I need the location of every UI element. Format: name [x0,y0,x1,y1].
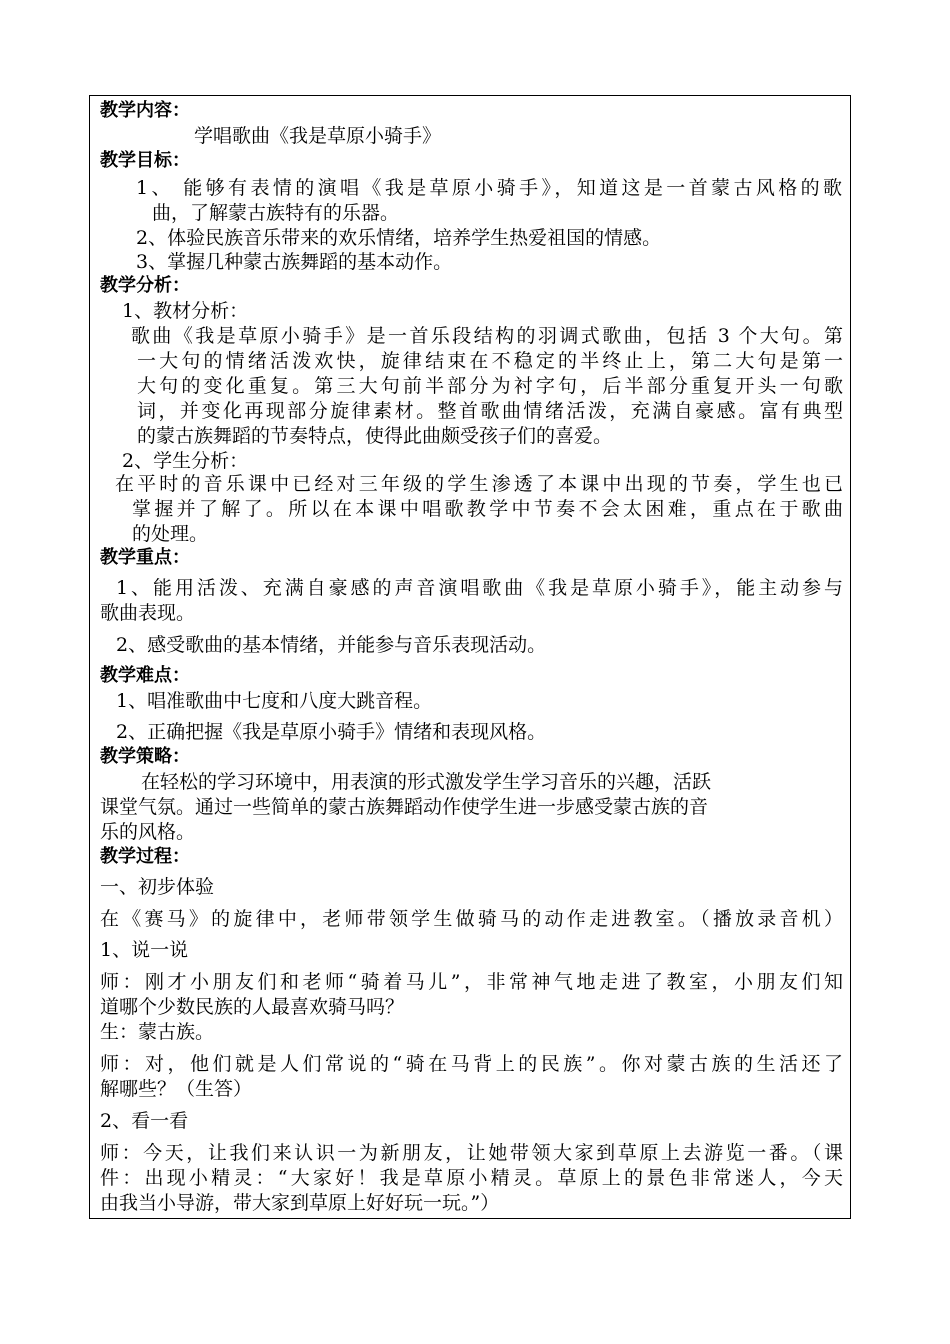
strategy-heading: 教学策略： [100,746,190,767]
analysis-1-line-2: 一大句的情绪活泼欢快，旋律结束在不稳定的半终止上，第二大句是第一 [137,350,843,372]
analysis-heading: 教学分析： [100,275,190,296]
process-heading: 教学过程： [100,846,190,867]
analysis-1-line-4: 词，并变化再现部分旋律素材。整首歌曲情绪活泼，充满自豪感。富有典型 [137,400,843,422]
dialogue-1-line-2: 道哪个少数民族的人最喜欢骑马吗？ [100,996,405,1018]
difficult-point-1: 1、唱准歌曲中七度和八度大跳音程。 [116,690,433,712]
dialogue-2: 生：蒙古族。 [100,1021,215,1043]
goals-heading: 教学目标： [100,150,190,171]
dialogue-4-line-1: 师：今天，让我们来认识一为新朋友，让她带领大家到草原上去游览一番。（课 [100,1142,843,1164]
analysis-2-line-1: 在平时的音乐课中已经对三年级的学生渗透了本课中出现的节奏，学生也已 [115,473,843,495]
strategy-line-3: 乐的风格。 [100,821,196,843]
key-point-1-line-1: 1、能用活泼、充满自豪感的声音演唱歌曲《我是草原小骑手》，能主动参与 [116,577,843,599]
analysis-1-line-5: 的蒙古族舞蹈的节奏特点，使得此曲颇受孩子们的喜爱。 [137,425,613,447]
strategy-line-1: 在轻松的学习环境中，用表演的形式激发学生学习音乐的兴趣，活跃 [141,771,712,793]
key-point-1-line-2: 歌曲表现。 [100,602,196,624]
goal-1-line-2: 曲，了解蒙古族特有的乐器。 [152,202,400,224]
dialogue-1-line-1: 师：刚才小朋友们和老师“骑着马儿”，非常神气地走进了教室，小朋友们知 [100,971,843,993]
goal-1-line-1: 1、 能够有表情的演唱《我是草原小骑手》，知道这是一首蒙古风格的歌 [136,177,842,199]
analysis-1-line-1: 歌曲《我是草原小骑手》是一首乐段结构的羽调式歌曲，包括 3 个大句。第 [131,325,843,347]
dialogue-4-line-3: 由我当小导游，带大家到草原上好好玩一玩。”） [100,1192,500,1214]
dialogue-3-line-1: 师：对，他们就是人们常说的“骑在马背上的民族”。你对蒙古族的生活还了 [100,1053,843,1075]
analysis-2-line-2: 掌握并了解了。所以在本课中唱歌教学中节奏不会太困难，重点在于歌曲 [132,498,843,520]
key-points-heading: 教学重点： [100,547,190,568]
step-1-title: 一、初步体验 [100,876,215,898]
step-1-description: 在《赛马》的旋律中，老师带领学生做骑马的动作走进教室。（播放录音机） [100,908,843,930]
difficult-point-2: 2、正确把握《我是草原小骑手》情绪和表现风格。 [116,721,547,743]
strategy-line-2: 课堂气氛。通过一些简单的蒙古族舞蹈动作使学生进一步感受蒙古族的音 [100,796,709,818]
substep-1-title: 1、说一说 [100,939,189,961]
goal-2: 2、体验民族音乐带来的欢乐情绪，培养学生热爱祖国的情感。 [136,227,662,249]
analysis-1-line-3: 大句的变化重复。第三大句前半部分为衬字句，后半部分重复开头一句歌 [137,375,843,397]
dialogue-3-line-2: 解哪些？（生答） [100,1078,253,1100]
analysis-1-title: 1、教材分析： [122,300,249,322]
goal-3: 3、掌握几种蒙古族舞蹈的基本动作。 [136,251,453,273]
analysis-2-title: 2、学生分析： [122,450,249,472]
difficult-points-heading: 教学难点： [100,665,190,686]
key-point-2: 2、感受歌曲的基本情绪，并能参与音乐表现活动。 [116,634,547,656]
dialogue-4-line-2: 件：出现小精灵：“大家好！我是草原小精灵。草原上的景色非常迷人，今天 [100,1167,843,1189]
content-body: 学唱歌曲《我是草原小骑手》 [194,125,442,147]
substep-2-title: 2、看一看 [100,1110,189,1132]
analysis-2-line-3: 的处理。 [132,523,209,545]
content-heading: 教学内容： [100,100,190,121]
